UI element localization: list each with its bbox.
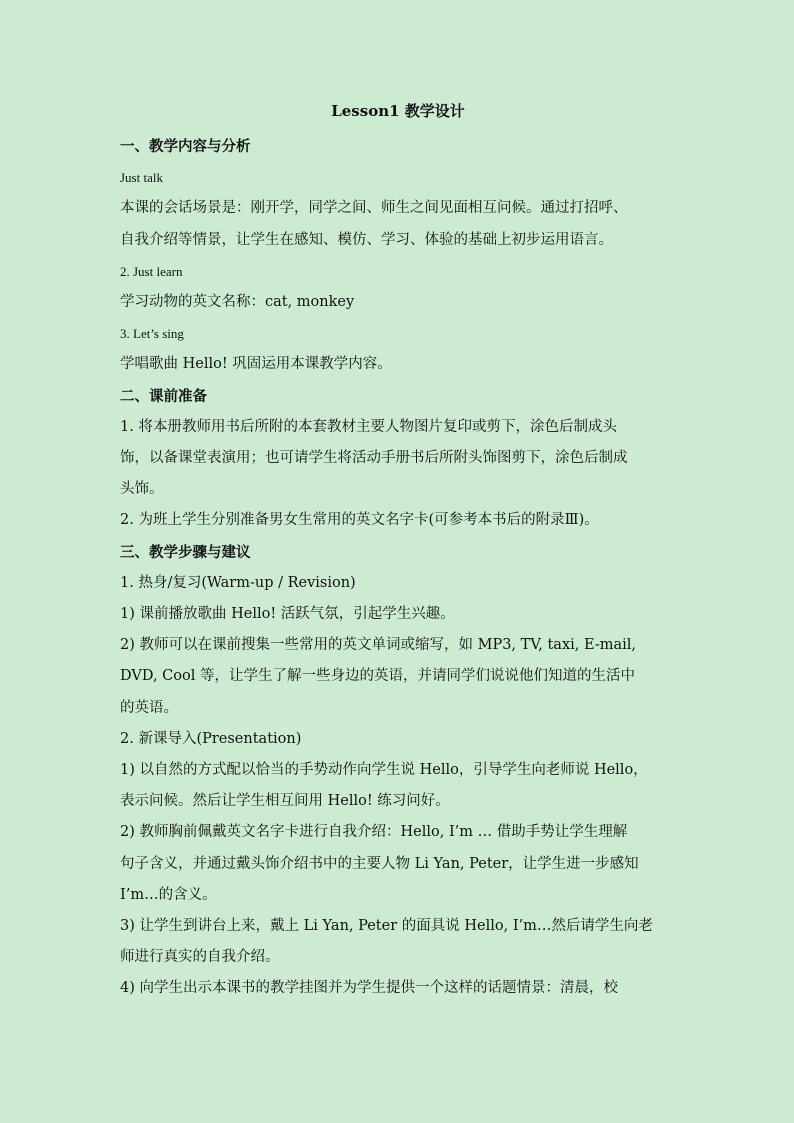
paragraph-line: 句子含义，并通过戴头饰介绍书中的主要人物 Li Yan, Peter，让学生进一步感知 xyxy=(120,855,639,872)
document-title: Lesson1 教学设计 xyxy=(331,102,465,120)
paragraph-line: 1) 课前播放歌曲 Hello! 活跃气氛，引起学生兴趣。 xyxy=(120,606,455,623)
paragraph-line: 1. 将本册教师用书后所附的本套教材主要人物图片复印或剪下，涂色后制成头 xyxy=(120,418,617,435)
paragraph-line: 学唱歌曲 Hello! 巩固运用本课教学内容。 xyxy=(120,356,392,373)
paragraph-line: 3. Let’s sing xyxy=(120,326,184,342)
paragraph-line: 2. Just learn xyxy=(120,263,183,279)
section-heading-preparation: 二、课前准备 xyxy=(120,387,207,405)
section-heading-teaching-steps: 三、教学步骤与建议 xyxy=(120,543,251,561)
paragraph-line: 2. 新课导入(Presentation) xyxy=(120,730,302,747)
paragraph-line: 的英语。 xyxy=(120,699,178,716)
paragraph-line: 表示问候。然后让学生相互间用 Hello! 练习问好。 xyxy=(120,793,450,810)
paragraph-line: DVD, Cool 等，让学生了解一些身边的英语，并请同学们说说他们知道的生活中 xyxy=(120,668,635,685)
document-page xyxy=(120,100,676,1005)
paragraph-line: 1) 以自然的方式配以恰当的手势动作向学生说 Hello，引导学生向老师说 Hello， xyxy=(120,762,648,779)
paragraph-line: 4) 向学生出示本课书的教学挂图并为学生提供一个这样的话题情景：清晨，校 xyxy=(120,980,618,997)
section-heading-content-analysis: 一、教学内容与分析 xyxy=(120,138,251,155)
paragraph-line: 本课的会话场景是：刚开学，同学之间、师生之间见面相互问候。通过打招呼、 xyxy=(120,200,628,217)
paragraph-line: 2) 教师胸前佩戴英文名字卡进行自我介绍：Hello, I’m … 借助手势让学生理解 xyxy=(120,824,628,841)
paragraph-line: 自我介绍等情景，让学生在感知、模仿、学习、体验的基础上初步运用语言。 xyxy=(120,231,613,248)
paragraph-line: 3) 让学生到讲台上来，戴上 Li Yan, Peter 的面具说 Hello, I’m…然后请学生向老 xyxy=(120,918,653,935)
paragraph-line: 2) 教师可以在课前搜集一些常用的英文单词或缩写，如 MP3, TV, taxi, E-mail, xyxy=(120,637,637,654)
paragraph-line: Just talk xyxy=(120,170,163,186)
paragraph-line: 学习动物的英文名称：cat, monkey xyxy=(120,294,355,311)
paragraph-line: 饰，以备课堂表演用；也可请学生将活动手册书后所附头饰图剪下，涂色后制成 xyxy=(120,450,628,467)
paragraph-line: 头饰。 xyxy=(120,481,164,498)
paragraph-line: 2. 为班上学生分别准备男女生常用的英文名字卡(可参考本书后的附录Ⅲ)。 xyxy=(120,512,599,529)
paragraph-line: 1. 热身/复习(Warm-up / Revision) xyxy=(120,574,356,591)
paragraph-line: 师进行真实的自我介绍。 xyxy=(120,949,280,966)
paragraph-line: I’m…的含义。 xyxy=(120,886,217,903)
